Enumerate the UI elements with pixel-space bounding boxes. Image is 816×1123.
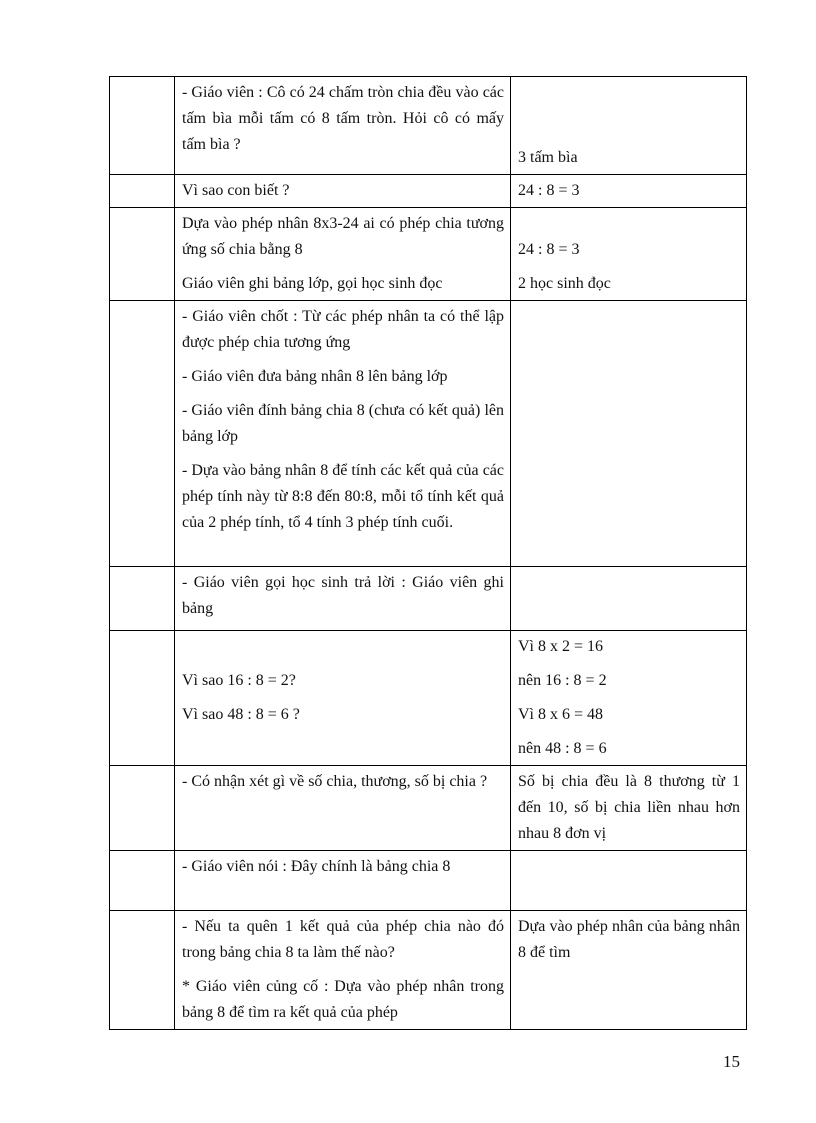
teacher-cell	[175, 77, 511, 175]
teacher-cell	[175, 766, 511, 851]
teacher-cell	[175, 301, 511, 567]
time-cell	[110, 175, 175, 208]
student-text: nên 16 : 8 = 2	[518, 672, 607, 689]
teacher-text: Dựa vào phép nhân 8x3-24 ai có phép chia tương ứng số chia bằng 8	[182, 215, 504, 258]
student-cell	[511, 911, 747, 1030]
student-text: 3 tấm bìa	[518, 149, 578, 166]
time-cell	[110, 766, 175, 851]
time-cell	[110, 911, 175, 1030]
teacher-text: - Giáo viên gọi học sinh trả lời : Giáo viên ghi bảng	[182, 574, 504, 617]
teacher-text: - Giáo viên : Cô có 24 chấm tròn chia đều vào các tấm bìa mỗi tấm có 8 tấm tròn. Hỏi cô có mấy tấm bìa ?	[182, 84, 504, 153]
student-text: Vì 8 x 6 = 48	[518, 706, 604, 723]
student-cell	[511, 208, 747, 301]
student-text: Vì 8 x 2 = 16	[518, 638, 604, 655]
teacher-cell	[175, 567, 511, 631]
time-cell	[110, 77, 175, 175]
page-number: 15	[723, 1052, 740, 1071]
table-row	[110, 208, 747, 301]
student-cell	[511, 567, 747, 631]
teacher-text: * Giáo viên củng cố : Dựa vào phép nhân trong bảng 8 để tìm ra kết quả của phép	[182, 978, 504, 1021]
student-text: 24 : 8 = 3	[518, 182, 580, 199]
teacher-text: - Giáo viên đưa bảng nhân 8 lên bảng lớp	[182, 368, 448, 385]
table-row	[110, 766, 747, 851]
student-cell	[511, 77, 747, 175]
time-cell	[110, 631, 175, 766]
student-cell	[511, 631, 747, 766]
time-cell	[110, 301, 175, 567]
student-text: Số bị chia đều là 8 thương từ 1 đến 10, số bị chia liền nhau hơn nhau 8 đơn vị	[518, 773, 740, 842]
table-row	[110, 77, 747, 175]
time-cell	[110, 567, 175, 631]
time-cell	[110, 208, 175, 301]
teacher-text: - Giáo viên nói : Đây chính là bảng chia 8	[182, 858, 451, 875]
table-row	[110, 851, 747, 911]
table-row	[110, 301, 747, 567]
teacher-cell	[175, 911, 511, 1030]
teacher-text: - Có nhận xét gì về số chia, thương, số bị chia ?	[182, 773, 488, 790]
time-cell	[110, 851, 175, 911]
student-cell	[511, 301, 747, 567]
table-row	[110, 567, 747, 631]
student-text: Dựa vào phép nhân của bảng nhân 8 để tìm	[518, 918, 740, 961]
teacher-cell	[175, 208, 511, 301]
student-cell	[511, 766, 747, 851]
teacher-text: Giáo viên ghi bảng lớp, gọi học sinh đọc	[182, 275, 443, 292]
teacher-text: - Giáo viên đính bảng chia 8 (chưa có kết quả) lên bảng lớp	[182, 402, 504, 445]
table-row	[110, 175, 747, 208]
teacher-text: - Giáo viên chốt : Từ các phép nhân ta có thể lập được phép chia tương ứng	[182, 308, 504, 351]
student-cell	[511, 851, 747, 911]
teacher-text: Vì sao con biết ?	[182, 182, 290, 199]
student-text: nên 48 : 8 = 6	[518, 740, 607, 757]
student-text: 24 : 8 = 3	[518, 241, 580, 258]
teacher-cell	[175, 631, 511, 766]
teacher-text: - Nếu ta quên 1 kết quả của phép chia nào đó trong bảng chia 8 ta làm thế nào?	[182, 918, 504, 961]
student-text: 2 học sinh đọc	[518, 275, 611, 292]
student-cell	[511, 175, 747, 208]
teacher-text: Vì sao 16 : 8 = 2?	[182, 672, 296, 689]
table-row	[110, 911, 747, 1030]
table-row	[110, 631, 747, 766]
lesson-table	[109, 76, 747, 1030]
teacher-text: Vì sao 48 : 8 = 6 ?	[182, 706, 300, 723]
teacher-cell	[175, 851, 511, 911]
teacher-text: - Dựa vào bảng nhân 8 để tính các kết quả của các phép tính này từ 8:8 đến 80:8, mỗi tổ tính kết quả của 2 phép tính, tổ 4 tính 3 phép tính cuối.	[182, 462, 504, 531]
teacher-cell	[175, 175, 511, 208]
